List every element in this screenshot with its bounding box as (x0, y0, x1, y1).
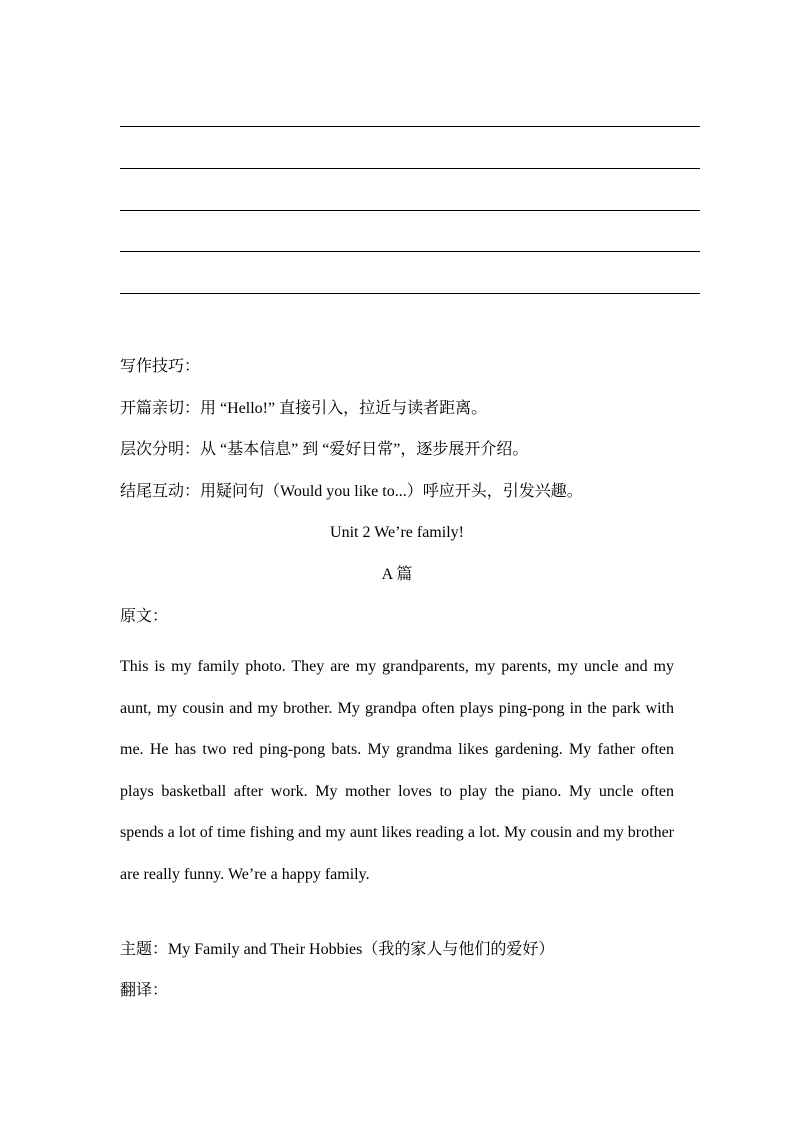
writing-line (120, 168, 700, 169)
tip-item: 结尾互动：用疑问句（Would you like to...）呼应开头，引发兴趣。 (120, 483, 583, 500)
writing-line (120, 251, 700, 252)
theme-line: 主题：My Family and Their Hobbies（我的家人与他们的爱好） (120, 941, 555, 958)
writing-line (120, 126, 700, 127)
original-text: This is my family photo. They are my grandparents, my parents, my uncle and my aunt, my cousin and my brother. My grandpa often plays ping-pong in the park with me. He has two red ping-pong bats. My grandma likes gardening. My father often plays basketball after work. My mother loves to play the piano. My uncle often spends a lot of time fishing and my aunt likes reading a lot. My cousin and my brother are really funny. We’re a happy family. (120, 658, 674, 883)
unit-title: Unit 2 We’re family! (330, 524, 464, 541)
original-label: 原文： (120, 608, 169, 625)
section-title: A 篇 (381, 566, 413, 583)
writing-line (120, 210, 700, 211)
tip-item: 层次分明：从 “基本信息” 到 “爱好日常”，逐步展开介绍。 (120, 441, 529, 458)
tips-heading: 写作技巧： (120, 358, 201, 375)
writing-line (120, 293, 700, 294)
tip-item: 开篇亲切：用 “Hello!” 直接引入，拉近与读者距离。 (120, 400, 488, 417)
translation-label: 翻译： (120, 982, 169, 999)
